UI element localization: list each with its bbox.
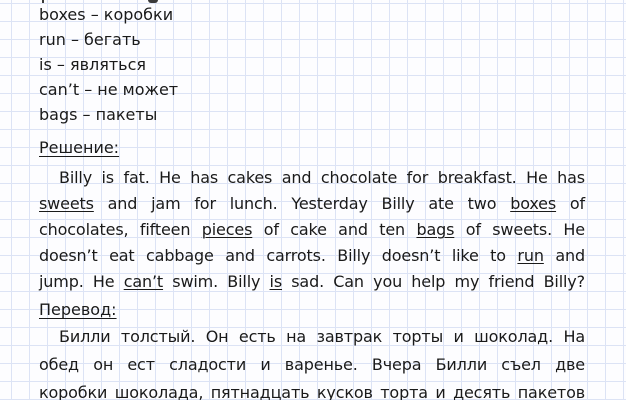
vocab-separator: – (65, 30, 85, 49)
text-segment: and jam for lunch. Yesterday Billy ate two (93, 194, 511, 213)
vocab-term-en: bags (39, 105, 78, 124)
vocab-item (39, 77, 585, 102)
underlined-word: boxes (510, 194, 557, 213)
text-segment: sad. Can you help my friend Billy? (282, 272, 585, 291)
translation-heading-text: Перевод: (39, 300, 117, 319)
underlined-word: sweets (39, 194, 94, 213)
text-segment: of (556, 194, 586, 213)
text-line (39, 191, 585, 217)
vocab-term-en: can’t (39, 80, 80, 99)
text-line (39, 351, 585, 379)
vocab-term-ru: не может (97, 80, 179, 99)
text-segment: and (543, 246, 585, 265)
text-segment: doesn’t eat cabbage and carrots. Billy doesn’t like to (39, 246, 518, 265)
text-segment: Billy is fat. He has cakes and chocolate for breakfast. He has (59, 168, 585, 187)
underlined-word: pieces (201, 220, 253, 239)
translation-heading (39, 297, 585, 322)
vocab-separator: – (51, 55, 70, 74)
vocab-term-ru: бегать (84, 30, 141, 49)
underlined-word: can’t (123, 272, 164, 291)
cutoff-glyph-mark (42, 0, 44, 3)
text-segment: of cake and ten (252, 220, 417, 239)
vocab-term-ru: являться (69, 55, 147, 74)
solution-heading (39, 135, 585, 160)
vocab-term-ru: коробки (103, 5, 174, 24)
vocab-item (39, 102, 585, 127)
underlined-word: bags (416, 220, 455, 239)
text-line (39, 165, 585, 191)
vocab-separator: – (79, 80, 98, 99)
text-line (39, 269, 585, 295)
text-line (39, 243, 585, 269)
vocabulary-list (39, 2, 585, 127)
solution-heading-text: Решение: (39, 138, 120, 157)
text-segment: обед он ест сладости и варенье. Вчера Билли съел две (39, 355, 585, 374)
text-segment: jump. He (39, 272, 124, 291)
text-line (39, 379, 585, 400)
text-segment: of sweets. He (454, 220, 585, 239)
text-line (39, 217, 585, 243)
text-segment: swim. Billy (163, 272, 270, 291)
solution-paragraph (39, 165, 585, 295)
text-segment: коробки шоколада, пятнадцать кусков торта и десять пакетов (39, 383, 585, 400)
text-segment: chocolates, fifteen (39, 220, 202, 239)
underlined-word: run (517, 246, 544, 265)
underlined-word: is (269, 272, 283, 291)
vocab-term-en: run (39, 30, 66, 49)
text-line (39, 323, 585, 351)
vocab-item (39, 52, 585, 77)
vocab-separator: – (77, 105, 96, 124)
vocab-term-en: boxes (39, 5, 86, 24)
cutoff-glyph-mark (148, 0, 158, 3)
vocab-term-ru: пакеты (95, 105, 158, 124)
vocab-item (39, 2, 585, 27)
text-segment: Билли толстый. Он есть на завтрак торты и шоколад. На (59, 327, 585, 346)
translation-paragraph (39, 323, 585, 400)
cutoff-text-remnant (0, 0, 626, 4)
vocab-term-en: is (39, 55, 52, 74)
vocab-item (39, 27, 585, 52)
vocab-separator: – (85, 5, 104, 24)
